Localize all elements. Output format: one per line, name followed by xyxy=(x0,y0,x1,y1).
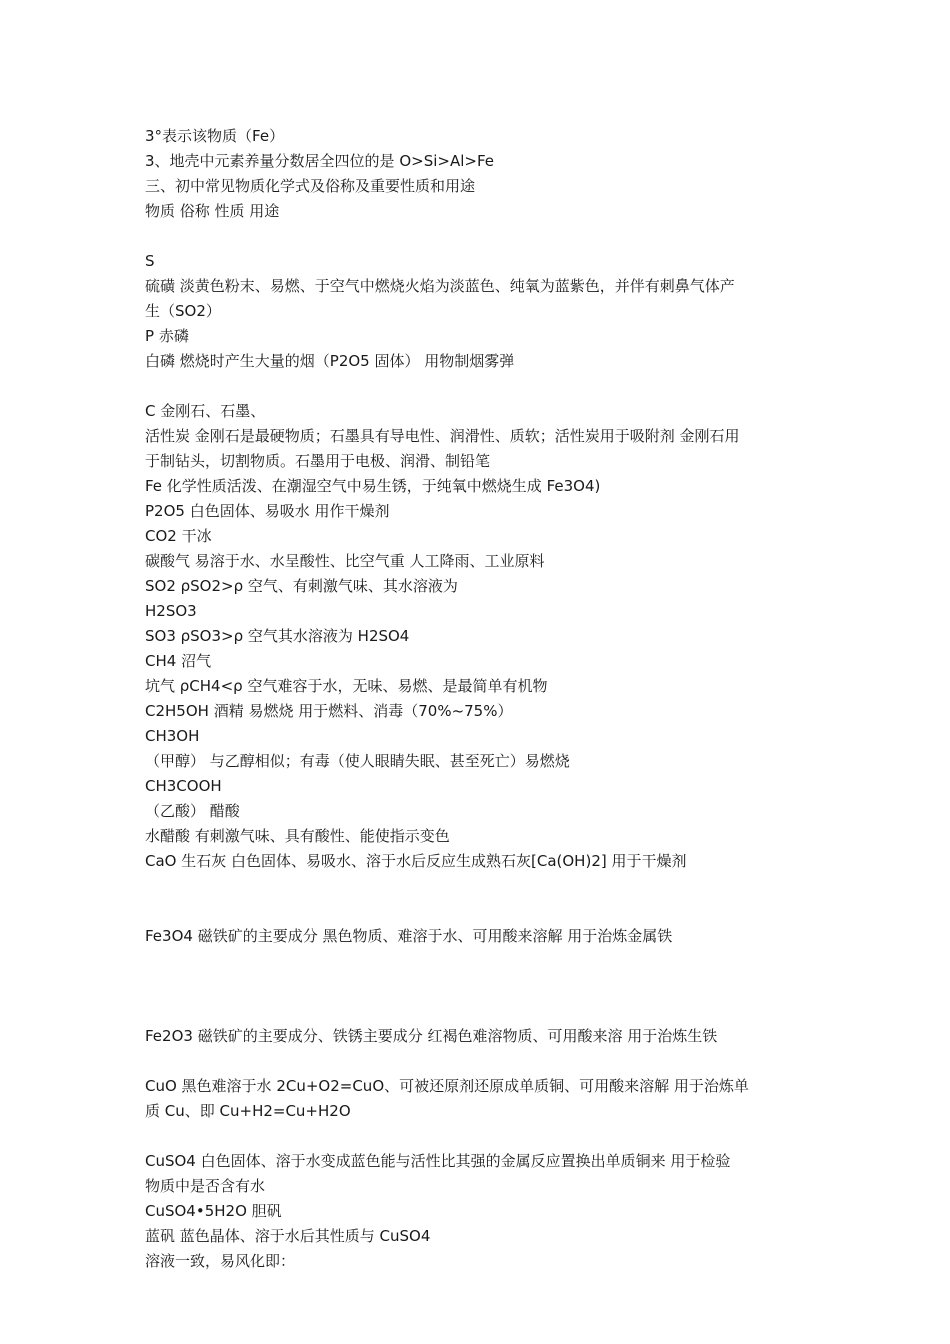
text-line: C2H5OH 酒精 易燃烧 用于燃料、消毒（70%~75%） xyxy=(145,702,513,720)
blank-line xyxy=(145,374,815,399)
text-line: SO2 ρSO2>ρ 空气、有刺激气味、其水溶液为 xyxy=(145,577,458,595)
text-line: 蓝矾 蓝色晶体、溶于水后其性质与 CuSO4 xyxy=(145,1227,431,1245)
text-line: 硫磺 淡黄色粉末、易燃、于空气中燃烧火焰为淡蓝色、纯氧为蓝紫色，并伴有刺鼻气体产 xyxy=(145,277,735,295)
blank-line xyxy=(145,1124,815,1149)
blank-line xyxy=(145,999,815,1024)
text-line: CuO 黑色难溶于水 2Cu+O2=CuO、可被还原剂还原成单质铜、可用酸来溶解 用于治炼单 xyxy=(145,1077,749,1095)
document-body xyxy=(145,124,815,1274)
text-line: H2SO3 xyxy=(145,602,197,620)
text-line: 碳酸气 易溶于水、水呈酸性、比空气重 人工降雨、工业原料 xyxy=(145,552,545,570)
text-line: CuSO4•5H2O 胆矾 xyxy=(145,1202,282,1220)
text-line: 坑气 ρCH4<ρ 空气难容于水，无味、易燃、是最简单有机物 xyxy=(145,677,548,695)
text-line: CO2 干冰 xyxy=(145,527,212,545)
text-line: 3°表示该物质（Fe） xyxy=(145,127,285,145)
text-line: P 赤磷 xyxy=(145,327,189,345)
section-heading: 三、初中常见物质化学式及俗称及重要性质和用途 xyxy=(145,177,476,195)
text-line: C 金刚石、石墨、 xyxy=(145,402,266,420)
text-line: Fe2O3 磁铁矿的主要成分、铁锈主要成分 红褐色难溶物质、可用酸来溶 用于治炼生铁 xyxy=(145,1027,718,1045)
blank-line xyxy=(145,224,815,249)
text-line: 3、地壳中元素养量分数居全四位的是 O>Si>Al>Fe xyxy=(145,152,494,170)
text-line: 物质中是否含有水 xyxy=(145,1177,266,1195)
text-line: SO3 ρSO3>ρ 空气其水溶液为 H2SO4 xyxy=(145,627,410,645)
text-line: 活性炭 金刚石是最硬物质；石墨具有导电性、润滑性、质软；活性炭用于吸附剂 金刚石用 xyxy=(145,427,740,445)
blank-line xyxy=(145,949,815,999)
text-line: Fe 化学性质活泼、在潮湿空气中易生锈，于纯氧中燃烧生成 Fe3O4) xyxy=(145,477,601,495)
text-line: Fe3O4 磁铁矿的主要成分 黑色物质、难溶于水、可用酸来溶解 用于治炼金属铁 xyxy=(145,927,673,945)
text-line: 质 Cu、即 Cu+H2=Cu+H2O xyxy=(145,1102,351,1120)
text-line: S xyxy=(145,252,155,270)
text-line: CH3OH xyxy=(145,727,200,745)
table-header-line: 物质 俗称 性质 用途 xyxy=(145,202,280,220)
blank-line xyxy=(145,874,815,924)
text-line: 生（SO2） xyxy=(145,302,221,320)
text-line: CaO 生石灰 白色固体、易吸水、溶于水后反应生成熟石灰[Ca(OH)2] 用于干燥剂 xyxy=(145,852,687,870)
text-line: 于制钻头，切割物质。石墨用于电极、润滑、制铅笔 xyxy=(145,452,491,470)
text-line: 白磷 燃烧时产生大量的烟（P2O5 固体） 用物制烟雾弹 xyxy=(145,352,515,370)
text-line: （甲醇） 与乙醇相似；有毒（使人眼睛失眠、甚至死亡）易燃烧 xyxy=(145,752,570,770)
text-line: 溶液一致，易风化即： xyxy=(145,1252,296,1270)
text-line: 水醋酸 有刺激气味、具有酸性、能使指示变色 xyxy=(145,827,450,845)
text-line: CuSO4 白色固体、溶于水变成蓝色能与活性比其强的金属反应置换出单质铜来 用于检验 xyxy=(145,1152,731,1170)
blank-line xyxy=(145,1049,815,1074)
text-line: P2O5 白色固体、易吸水 用作干燥剂 xyxy=(145,502,390,520)
text-line: CH3COOH xyxy=(145,777,222,795)
text-line: CH4 沼气 xyxy=(145,652,212,670)
text-line: （乙酸） 醋酸 xyxy=(145,802,240,820)
